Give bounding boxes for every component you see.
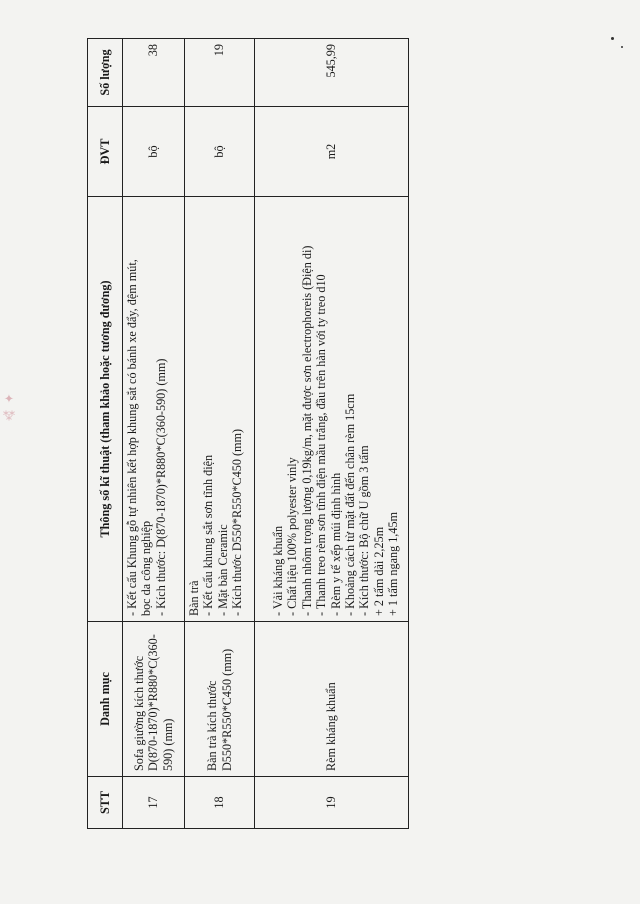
row-unit: bộ bbox=[185, 107, 255, 197]
spec-line: - Vải kháng khuẩn bbox=[271, 525, 285, 616]
speck-mark bbox=[611, 37, 614, 40]
speck-mark bbox=[621, 46, 623, 48]
item-line: Rèm kháng khuẩn bbox=[324, 682, 339, 771]
row-item bbox=[123, 622, 185, 777]
spec-line: - Kết cấu khung sắt sơn tĩnh điện bbox=[201, 454, 216, 616]
spec-line: + 2 tấm dài 2,25m bbox=[371, 526, 386, 616]
item-line: Sofa giường kích thước bbox=[131, 655, 146, 771]
item-line: 590) (mm) bbox=[160, 718, 175, 771]
spec-line: - Khoảng cách từ mặt đất đến chân rèm 15cm bbox=[343, 393, 358, 616]
spec-line: - Thanh nhôm trọng lượng 0,19kg/m, mặt được sơn electrophoreis (Điện di) bbox=[299, 245, 314, 616]
rotated-table-page bbox=[87, 39, 409, 829]
spec-line: bọc da công nghiệp bbox=[139, 520, 154, 616]
spec-line: Bàn trà bbox=[187, 580, 201, 616]
item-line: D550*R550*C450 (mm) bbox=[219, 648, 234, 771]
header-item: Danh mục bbox=[88, 622, 123, 777]
spec-line: - Mặt bàn Ceramic bbox=[215, 524, 230, 616]
spec-line: - Kích thước D550*R550*C450 (mm) bbox=[230, 428, 245, 616]
spec-table bbox=[87, 38, 409, 829]
header-stt: STT bbox=[88, 777, 123, 829]
header-spec: Thông số kĩ thuật (tham khảo hoặc tương đương) bbox=[88, 197, 123, 622]
faint-stamp-mark: ⁂ ✦ bbox=[2, 391, 16, 422]
row-spec bbox=[123, 197, 185, 622]
row-qty: 38 bbox=[123, 39, 185, 107]
spec-line: - Rèm y tế xếp múi định hình bbox=[328, 472, 343, 616]
row-spec bbox=[185, 197, 255, 622]
row-stt: 17 bbox=[123, 777, 185, 829]
item-line: D(870-1870)*R880*C(360- bbox=[146, 634, 161, 771]
spec-line: - Thanh treo rèm sơn tĩnh điện mầu trắng, đầu trên hàn với ty treo d10 bbox=[314, 274, 329, 616]
spec-line bbox=[257, 202, 271, 616]
row-qty: 19 bbox=[185, 39, 255, 107]
row-unit: bộ bbox=[123, 107, 185, 197]
table-row bbox=[185, 39, 255, 829]
row-unit: m2 bbox=[255, 107, 409, 197]
spec-line: - Kết cấu Khung gỗ tự nhiên kết hợp khung sắt có bánh xe đẩy, đệm mút, bbox=[125, 259, 139, 616]
row-stt: 18 bbox=[185, 777, 255, 829]
row-item bbox=[185, 622, 255, 777]
header-qty: Số lượng bbox=[88, 39, 123, 107]
row-qty: 545,99 bbox=[255, 39, 409, 107]
row-item bbox=[255, 622, 409, 777]
row-stt: 19 bbox=[255, 777, 409, 829]
header-unit: ĐVT bbox=[88, 107, 123, 197]
spec-line: - Chất liệu 100% polyester vinly bbox=[285, 457, 300, 616]
spec-line: + 1 tấm ngang 1,45m bbox=[386, 511, 401, 616]
spec-line: - Kích thước: D(870-1870)*R880*C(360-590) (mm) bbox=[153, 358, 168, 616]
table-row bbox=[123, 39, 185, 829]
spec-line: - Kích thước: Bộ chữ U gồm 3 tấm bbox=[357, 445, 372, 616]
item-line: Bàn trà kích thước bbox=[205, 680, 220, 771]
header-row bbox=[88, 39, 123, 829]
table-row bbox=[255, 39, 409, 829]
row-spec bbox=[255, 197, 409, 622]
